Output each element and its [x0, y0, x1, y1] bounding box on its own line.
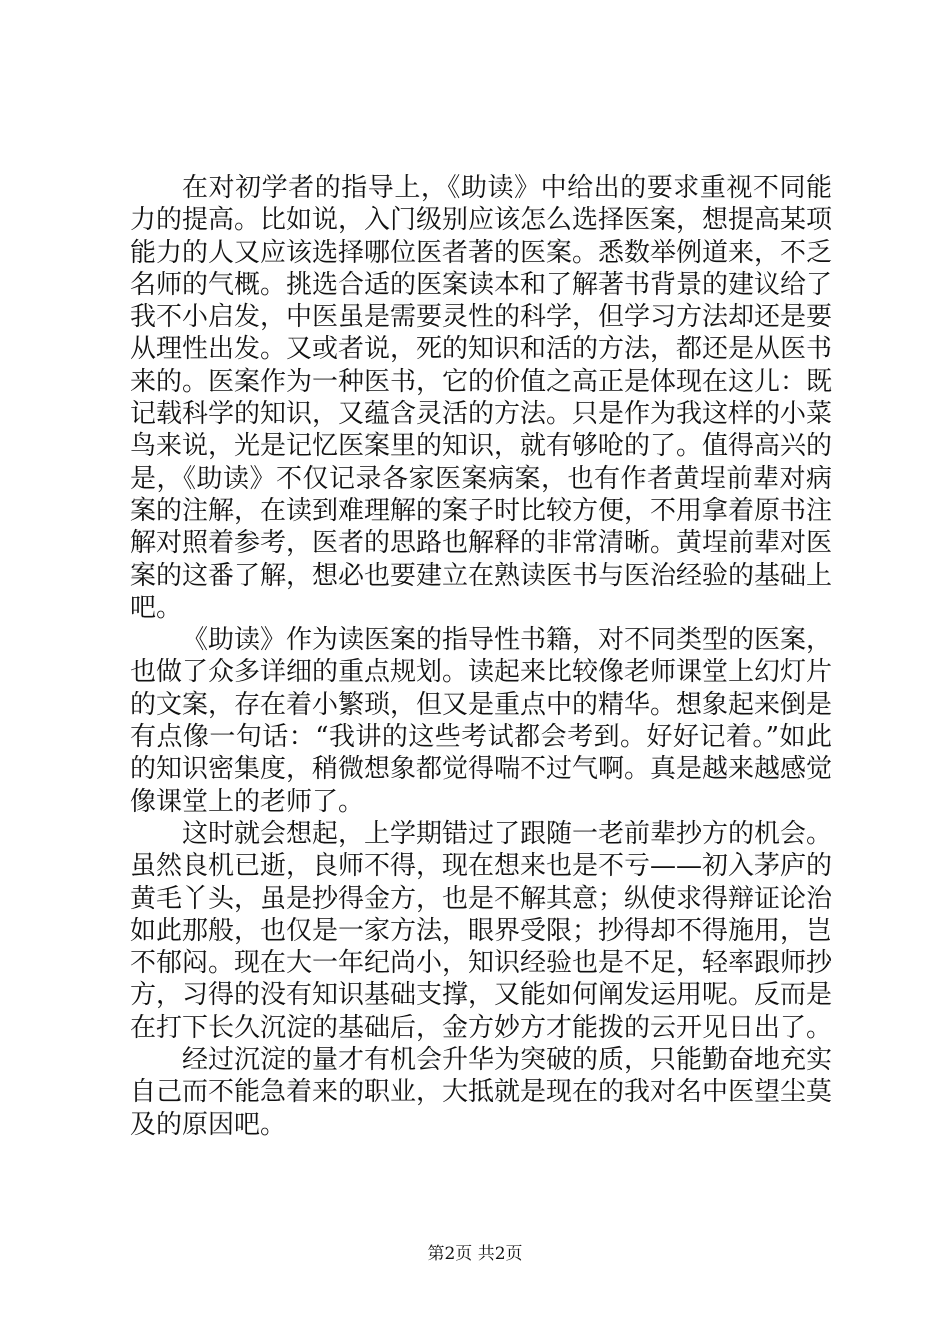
- paragraph-2: 《助读》作为读医案的指导性书籍，对不同类型的医案，也做了众多详细的重点规划。读起来比较像老师课堂上幻灯片的文案，存在着小繁琐，但又是重点中的精华。想象起来倒是有点像一句话：“我讲的这些考试都会考到。好好记着。”如此的知识密集度，稍微想象都觉得喘不过气啊。真是越来越感觉像课堂上的老师了。: [130, 625, 833, 817]
- paragraph-3: 这时就会想起，上学期错过了跟随一老前辈抄方的机会。虽然良机已逝，良师不得，现在想来也是不亏——初入茅庐的黄毛丫头，虽是抄得金方，也是不解其意；纵使求得辩证论治如此那般，也仅是一家方法，眼界受限；抄得却不得施用，岂不郁闷。现在大一年纪尚小，知识经验也是不足，轻率跟师抄方，习得的没有知识基础支撑，又能如何阐发运用呢。反而是在打下长久沉淀的基础后，金方妙方才能拨的云开见日出了。: [130, 818, 833, 1043]
- paragraph-4: 经过沉淀的量才有机会升华为突破的质，只能勤奋地充实自己而不能急着来的职业，大抵就是现在的我对名中医望尘莫及的原因吧。: [130, 1045, 833, 1140]
- document-body: [130, 172, 832, 1141]
- page-number: 第2页 共2页: [427, 1244, 523, 1264]
- page-footer: [0, 1244, 950, 1264]
- paragraph-1: 在对初学者的指导上，《助读》中给出的要求重视不同能力的提高。比如说，入门级别应该怎么选择医案，想提高某项能力的人又应该选择哪位医者著的医案。悉数举例道来，不乏名师的气概。挑选合适的医案读本和了解著书背景的建议给了我不小启发，中医虽是需要灵性的科学，但学习方法却还是要从理性出发。又或者说，死的知识和活的方法，都还是从医书来的。医案作为一种医书，它的价值之高正是体现在这儿：既记载科学的知识，又蕴含灵活的方法。只是作为我这样的小菜鸟来说，光是记忆医案里的知识，就有够呛的了。值得高兴的是，《助读》不仅记录各家医案病案，也有作者黄埕前辈对病案的注解，在读到难理解的案子时比较方便，不用拿着原书注解对照着参考，医者的思路也解释的非常清晰。黄埕前辈对医案的这番了解，想必也要建立在熟读医书与医治经验的基础上吧。: [130, 173, 833, 623]
